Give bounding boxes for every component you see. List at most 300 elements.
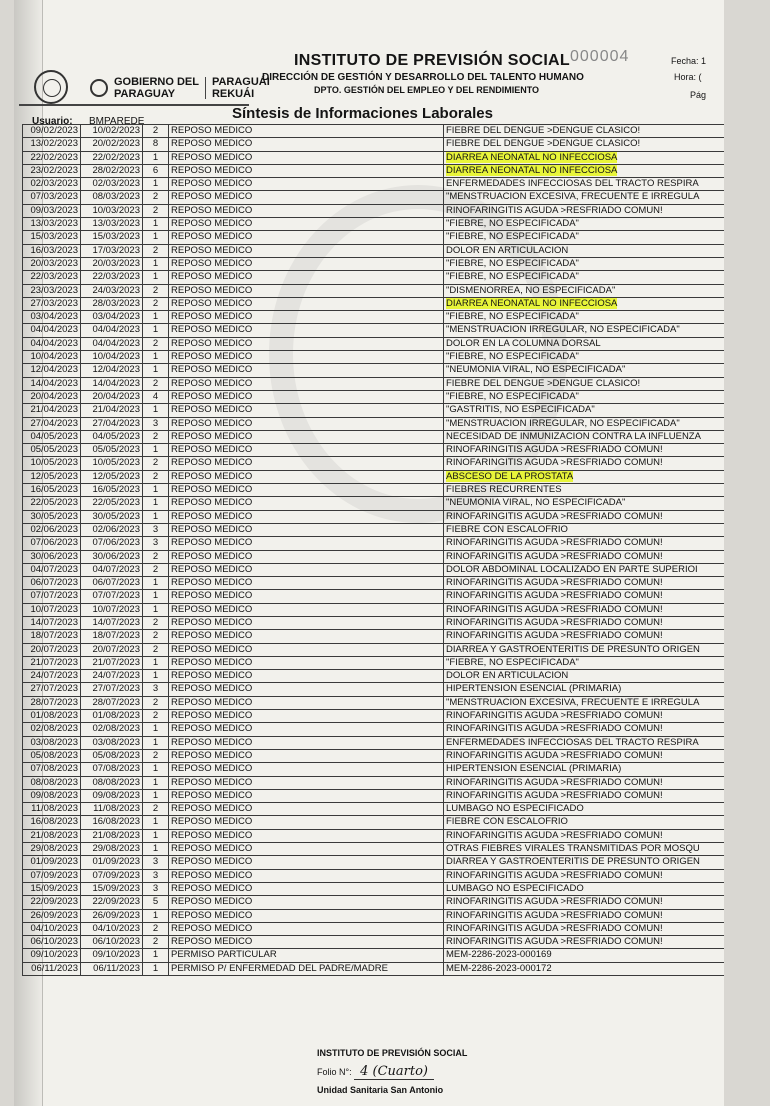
diagnosis-cell [444,789,725,802]
date-to-cell: 17/03/2023 [81,244,143,257]
date-from-cell: 14/04/2023 [23,377,81,390]
leave-type-cell: REPOSO MEDICO [169,563,444,576]
date-from-cell: 27/07/2023 [23,683,81,696]
diagnosis-cell [444,949,725,962]
table-row [23,523,725,536]
date-to-cell: 05/05/2023 [81,444,143,457]
days-cell: 1 [143,218,169,231]
date-to-cell: 01/09/2023 [81,856,143,869]
diagnosis-text: "FIEBRE, NO ESPECIFICADA" [446,351,579,363]
table-row [23,457,725,470]
diagnosis-cell [444,896,725,909]
date-from-cell: 04/05/2023 [23,430,81,443]
table-row [23,204,725,217]
diagnosis-cell [444,696,725,709]
gov-line3: PARAGUÁI [211,76,270,88]
diagnosis-cell [444,231,725,244]
days-cell: 1 [143,364,169,377]
date-from-cell: 23/03/2023 [23,284,81,297]
diagnosis-text: RINOFARINGITIS AGUDA >RESFRIADO COMUN! [446,590,663,602]
days-cell: 1 [143,444,169,457]
date-to-cell: 09/10/2023 [81,949,143,962]
table-row [23,311,725,324]
days-cell: 2 [143,710,169,723]
leave-type-cell: REPOSO MEDICO [169,537,444,550]
diagnosis-cell [444,523,725,536]
diagnosis-text: "DISMENORREA, NO ESPECIFICADA" [446,284,616,296]
diagnosis-text: "MENSTRUACION EXCESIVA, FRECUENTE E IRREGULA [446,191,700,203]
date-to-cell: 24/07/2023 [81,670,143,683]
leave-type-cell: REPOSO MEDICO [169,603,444,616]
date-to-cell: 16/08/2023 [81,816,143,829]
diagnosis-cell [444,470,725,483]
days-cell: 1 [143,497,169,510]
date-to-cell: 12/04/2023 [81,364,143,377]
date-from-cell: 09/03/2023 [23,204,81,217]
diagnosis-cell [444,244,725,257]
days-cell: 2 [143,430,169,443]
leave-type-cell: REPOSO MEDICO [169,763,444,776]
days-cell: 2 [143,630,169,643]
date-to-cell: 20/04/2023 [81,390,143,403]
date-from-cell: 20/04/2023 [23,390,81,403]
diagnosis-cell [444,909,725,922]
diagnosis-cell [444,843,725,856]
leave-type-cell: REPOSO MEDICO [169,457,444,470]
table-row [23,151,725,164]
table-row [23,616,725,629]
date-from-cell: 09/02/2023 [23,125,81,138]
date-from-cell: 01/08/2023 [23,710,81,723]
date-to-cell: 14/04/2023 [81,377,143,390]
diagnosis-cell [444,138,725,151]
table-row [23,577,725,590]
date-to-cell: 13/03/2023 [81,218,143,231]
diagnosis-text: FIEBRE DEL DENGUE >DENGUE CLASICO! [446,138,641,150]
days-cell: 3 [143,683,169,696]
direction-title: DIRECCIÓN DE GESTIÓN Y DESARROLLO DEL TALENTO HUMANO [262,72,584,83]
date-from-cell: 29/08/2023 [23,843,81,856]
leave-type-cell: REPOSO MEDICO [169,896,444,909]
days-cell: 2 [143,643,169,656]
table-row [23,324,725,337]
leave-type-cell: REPOSO MEDICO [169,297,444,310]
table-row [23,178,725,191]
days-cell: 1 [143,324,169,337]
date-to-cell: 04/05/2023 [81,430,143,443]
diagnosis-cell [444,510,725,523]
date-to-cell: 07/08/2023 [81,763,143,776]
days-cell: 2 [143,696,169,709]
date-to-cell: 12/05/2023 [81,470,143,483]
leave-type-cell: REPOSO MEDICO [169,351,444,364]
days-cell: 3 [143,417,169,430]
date-to-cell: 30/05/2023 [81,510,143,523]
diagnosis-text: DOLOR EN ARTICULACION [446,244,569,256]
leave-type-cell: REPOSO MEDICO [169,856,444,869]
diagnosis-text: RINOFARINGITIS AGUDA >RESFRIADO COMUN! [446,550,663,562]
diagnosis-text: ENFERMEDADES INFECCIOSAS DEL TRACTO RESPIRA [446,178,699,190]
leave-type-cell: REPOSO MEDICO [169,643,444,656]
leave-type-cell: REPOSO MEDICO [169,324,444,337]
diagnosis-cell [444,656,725,669]
date-to-cell: 02/03/2023 [81,178,143,191]
hora-label: Hora: ( [674,72,702,82]
usuario-value: BMPAREDE [89,116,145,127]
days-cell: 3 [143,869,169,882]
diagnosis-text: DIARREA NEONATAL NO INFECCIOSA [446,297,618,309]
date-from-cell: 07/08/2023 [23,763,81,776]
diagnosis-text: FIEBRE DEL DENGUE >DENGUE CLASICO! [446,377,641,389]
date-to-cell: 04/04/2023 [81,337,143,350]
diagnosis-text: DIARREA NEONATAL NO INFECCIOSA [446,151,618,163]
leave-type-cell: REPOSO MEDICO [169,271,444,284]
leave-type-cell: REPOSO MEDICO [169,696,444,709]
diagnosis-text: RINOFARINGITIS AGUDA >RESFRIADO COMUN! [446,444,663,456]
table-row [23,390,725,403]
diagnosis-cell [444,164,725,177]
leave-type-cell: REPOSO MEDICO [169,803,444,816]
date-from-cell: 06/07/2023 [23,577,81,590]
table-row [23,723,725,736]
diagnosis-text: "FIEBRE, NO ESPECIFICADA" [446,271,579,283]
table-row [23,843,725,856]
diagnosis-text: RINOFARINGITIS AGUDA >RESFRIADO COMUN! [446,922,663,934]
date-to-cell: 10/02/2023 [81,125,143,138]
date-from-cell: 18/07/2023 [23,630,81,643]
diagnosis-cell [444,337,725,350]
table-row [23,430,725,443]
leave-type-cell: REPOSO MEDICO [169,484,444,497]
diagnosis-cell [444,776,725,789]
leave-type-cell: REPOSO MEDICO [169,284,444,297]
diagnosis-text: FIEBRES RECURRENTES [446,484,562,496]
days-cell: 1 [143,656,169,669]
report-title: Síntesis de Informaciones Laborales [232,105,493,122]
date-to-cell: 11/08/2023 [81,803,143,816]
diagnosis-text: "MENSTRUACION IRREGULAR, NO ESPECIFICADA" [446,417,680,429]
diagnosis-text: RINOFARINGITIS AGUDA >RESFRIADO COMUN! [446,630,663,642]
date-to-cell: 20/07/2023 [81,643,143,656]
diagnosis-text: RINOFARINGITIS AGUDA >RESFRIADO COMUN! [446,537,663,549]
days-cell: 1 [143,484,169,497]
days-cell: 2 [143,191,169,204]
diagnosis-cell [444,218,725,231]
days-cell: 2 [143,337,169,350]
diagnosis-text: HIPERTENSION ESENCIAL (PRIMARIA) [446,683,622,695]
stamp-unit: Unidad Sanitaria San Antonio [317,1085,444,1095]
table-row [23,470,725,483]
date-to-cell: 30/06/2023 [81,550,143,563]
diagnosis-text: "MENSTRUACION IRREGULAR, NO ESPECIFICADA" [446,324,680,336]
diagnosis-text: RINOFARINGITIS AGUDA >RESFRIADO COMUN! [446,510,663,522]
date-to-cell: 07/09/2023 [81,869,143,882]
date-from-cell: 22/09/2023 [23,896,81,909]
diagnosis-text: DOLOR ABDOMINAL LOCALIZADO EN PARTE SUPERIOI [446,563,698,575]
date-to-cell: 27/04/2023 [81,417,143,430]
date-from-cell: 27/03/2023 [23,297,81,310]
folio-stamp [317,1048,492,1095]
date-from-cell: 04/04/2023 [23,337,81,350]
diagnosis-cell [444,484,725,497]
diagnosis-cell [444,869,725,882]
diagnosis-text: "FIEBRE, NO ESPECIFICADA" [446,257,579,269]
diagnosis-cell [444,962,725,975]
days-cell: 1 [143,723,169,736]
diagnosis-cell [444,125,725,138]
days-cell: 3 [143,523,169,536]
diagnosis-cell [444,616,725,629]
government-logo-text-left [114,76,199,100]
date-to-cell: 06/07/2023 [81,577,143,590]
diagnosis-cell [444,284,725,297]
days-cell: 5 [143,896,169,909]
leave-type-cell: REPOSO MEDICO [169,683,444,696]
leave-type-cell: PERMISO P/ ENFERMEDAD DEL PADRE/MADRE [169,962,444,975]
diagnosis-cell [444,829,725,842]
leave-type-cell: REPOSO MEDICO [169,736,444,749]
table-row [23,351,725,364]
ips-logo-icon [34,70,68,104]
diagnosis-text: RINOFARINGITIS AGUDA >RESFRIADO COMUN! [446,936,663,948]
table-row [23,856,725,869]
date-to-cell: 28/07/2023 [81,696,143,709]
leave-type-cell: REPOSO MEDICO [169,125,444,138]
diagnosis-cell [444,550,725,563]
table-row [23,962,725,975]
diagnosis-text: "NEUMONIA VIRAL, NO ESPECIFICADA" [446,364,626,376]
date-from-cell: 03/08/2023 [23,736,81,749]
table-row [23,164,725,177]
gov-line1: GOBIERNO DEL [114,76,199,88]
diagnosis-cell [444,351,725,364]
leave-type-cell: REPOSO MEDICO [169,204,444,217]
diagnosis-text: "FIEBRE, NO ESPECIFICADA" [446,390,579,402]
date-to-cell: 06/11/2023 [81,962,143,975]
date-to-cell: 21/04/2023 [81,404,143,417]
diagnosis-cell [444,324,725,337]
days-cell: 8 [143,138,169,151]
date-from-cell: 05/08/2023 [23,749,81,762]
leave-type-cell: REPOSO MEDICO [169,311,444,324]
diagnosis-cell [444,271,725,284]
date-from-cell: 22/03/2023 [23,271,81,284]
days-cell: 1 [143,816,169,829]
diagnosis-cell [444,630,725,643]
diagnosis-cell [444,577,725,590]
leave-type-cell: REPOSO MEDICO [169,510,444,523]
date-to-cell: 18/07/2023 [81,630,143,643]
date-to-cell: 20/02/2023 [81,138,143,151]
date-to-cell: 06/10/2023 [81,936,143,949]
diagnosis-text: "FIEBRE, NO ESPECIFICADA" [446,311,579,323]
leave-type-cell: REPOSO MEDICO [169,749,444,762]
stamp-folio-label: Folio N°: [317,1067,352,1077]
leave-type-cell: REPOSO MEDICO [169,723,444,736]
diagnosis-text: RINOFARINGITIS AGUDA >RESFRIADO COMUN! [446,896,663,908]
logo-divider [205,77,206,99]
table-row [23,377,725,390]
date-to-cell: 27/07/2023 [81,683,143,696]
diagnosis-text: RINOFARINGITIS AGUDA >RESFRIADO COMUN! [446,577,663,589]
leave-type-cell: REPOSO MEDICO [169,218,444,231]
days-cell: 2 [143,377,169,390]
date-from-cell: 04/10/2023 [23,922,81,935]
diagnosis-cell [444,178,725,191]
days-cell: 2 [143,936,169,949]
diagnosis-cell [444,749,725,762]
date-to-cell: 22/03/2023 [81,271,143,284]
table-row [23,337,725,350]
diagnosis-text: ENFERMEDADES INFECCIOSAS DEL TRACTO RESPIRA [446,736,699,748]
days-cell: 2 [143,749,169,762]
days-cell: 4 [143,390,169,403]
diagnosis-text: "NEUMONIA VIRAL, NO ESPECIFICADA" [446,497,626,509]
diagnosis-cell [444,736,725,749]
table-row [23,417,725,430]
table-row [23,364,725,377]
days-cell: 1 [143,789,169,802]
leave-type-cell: REPOSO MEDICO [169,882,444,895]
date-to-cell: 20/03/2023 [81,257,143,270]
date-from-cell: 01/09/2023 [23,856,81,869]
diagnosis-cell [444,537,725,550]
diagnosis-text: RINOFARINGITIS AGUDA >RESFRIADO COMUN! [446,457,663,469]
date-from-cell: 15/03/2023 [23,231,81,244]
days-cell: 2 [143,616,169,629]
days-cell: 1 [143,351,169,364]
days-cell: 1 [143,577,169,590]
date-to-cell: 15/09/2023 [81,882,143,895]
table-row [23,191,725,204]
date-to-cell: 04/04/2023 [81,324,143,337]
days-cell: 1 [143,590,169,603]
days-cell: 1 [143,843,169,856]
leave-type-cell: REPOSO MEDICO [169,164,444,177]
leave-type-cell: REPOSO MEDICO [169,523,444,536]
diagnosis-cell [444,364,725,377]
diagnosis-text: FIEBRE CON ESCALOFRIO [446,523,568,535]
date-from-cell: 02/06/2023 [23,523,81,536]
gov-line2: PARAGUAY [114,88,176,100]
date-from-cell: 05/05/2023 [23,444,81,457]
diagnosis-text: RINOFARINGITIS AGUDA >RESFRIADO COMUN! [446,829,663,841]
date-from-cell: 24/07/2023 [23,670,81,683]
leave-type-cell: PERMISO PARTICULAR [169,949,444,962]
date-from-cell: 06/10/2023 [23,936,81,949]
days-cell: 1 [143,311,169,324]
leave-type-cell: REPOSO MEDICO [169,670,444,683]
table-row [23,484,725,497]
date-to-cell: 03/04/2023 [81,311,143,324]
date-to-cell: 15/03/2023 [81,231,143,244]
leave-type-cell: REPOSO MEDICO [169,922,444,935]
date-from-cell: 07/07/2023 [23,590,81,603]
date-from-cell: 21/04/2023 [23,404,81,417]
diagnosis-cell [444,803,725,816]
days-cell: 1 [143,736,169,749]
date-from-cell: 04/07/2023 [23,563,81,576]
days-cell: 1 [143,404,169,417]
diagnosis-text: LUMBAGO NO ESPECIFICADO [446,882,584,894]
days-cell: 1 [143,257,169,270]
date-from-cell: 04/04/2023 [23,324,81,337]
date-from-cell: 22/05/2023 [23,497,81,510]
leave-type-cell: REPOSO MEDICO [169,577,444,590]
days-cell: 2 [143,550,169,563]
days-cell: 2 [143,297,169,310]
table-row [23,284,725,297]
date-from-cell: 02/08/2023 [23,723,81,736]
date-to-cell: 07/06/2023 [81,537,143,550]
date-from-cell: 09/08/2023 [23,789,81,802]
table-row [23,497,725,510]
date-to-cell: 10/04/2023 [81,351,143,364]
date-to-cell: 03/08/2023 [81,736,143,749]
date-from-cell: 15/09/2023 [23,882,81,895]
diagnosis-text: DOLOR EN LA COLUMNA DORSAL [446,337,601,349]
table-row [23,444,725,457]
table-row [23,816,725,829]
diagnosis-cell [444,683,725,696]
diagnosis-cell [444,936,725,949]
date-from-cell: 22/02/2023 [23,151,81,164]
diagnosis-cell [444,497,725,510]
date-to-cell: 29/08/2023 [81,843,143,856]
pag-label: Pág [690,90,707,100]
diagnosis-cell [444,457,725,470]
stamp-title: INSTITUTO DE PREVISIÓN SOCIAL [317,1048,468,1058]
diagnosis-text: RINOFARINGITIS AGUDA >RESFRIADO COMUN! [446,723,663,735]
days-cell: 1 [143,962,169,975]
leave-type-cell: REPOSO MEDICO [169,337,444,350]
leave-type-cell: REPOSO MEDICO [169,470,444,483]
diagnosis-text: HIPERTENSION ESENCIAL (PRIMARIA) [446,763,622,775]
leave-type-cell: REPOSO MEDICO [169,417,444,430]
diagnosis-text: "MENSTRUACION EXCESIVA, FRECUENTE E IRREGULA [446,696,700,708]
date-to-cell: 28/02/2023 [81,164,143,177]
date-from-cell: 28/07/2023 [23,696,81,709]
days-cell: 2 [143,457,169,470]
days-cell: 3 [143,537,169,550]
date-from-cell: 27/04/2023 [23,417,81,430]
leave-type-cell: REPOSO MEDICO [169,178,444,191]
table-row [23,696,725,709]
diagnosis-cell [444,417,725,430]
leave-type-cell: REPOSO MEDICO [169,444,444,457]
fecha-label: Fecha: 1 [671,56,707,66]
date-to-cell: 05/08/2023 [81,749,143,762]
date-from-cell: 07/06/2023 [23,537,81,550]
table-row [23,882,725,895]
diagnosis-text: RINOFARINGITIS AGUDA >RESFRIADO COMUN! [446,616,663,628]
usuario-label: Usuario: [32,116,73,127]
days-cell: 2 [143,470,169,483]
date-from-cell: 30/06/2023 [23,550,81,563]
table-row [23,218,725,231]
leave-type-cell: REPOSO MEDICO [169,377,444,390]
diagnosis-text: FIEBRE CON ESCALOFRIO [446,816,568,828]
diagnosis-cell [444,710,725,723]
diagnosis-text: DIARREA Y GASTROENTERITIS DE PRESUNTO ORIGEN [446,643,700,655]
leave-type-cell: REPOSO MEDICO [169,390,444,403]
date-from-cell: 20/07/2023 [23,643,81,656]
date-from-cell: 21/08/2023 [23,829,81,842]
diagnosis-text: RINOFARINGITIS AGUDA >RESFRIADO COMUN! [446,776,663,788]
leave-type-cell: REPOSO MEDICO [169,497,444,510]
diagnosis-cell [444,856,725,869]
diagnosis-text: NECESIDAD DE INMUNIZACION CONTRA LA INFLUENZA [446,430,701,442]
